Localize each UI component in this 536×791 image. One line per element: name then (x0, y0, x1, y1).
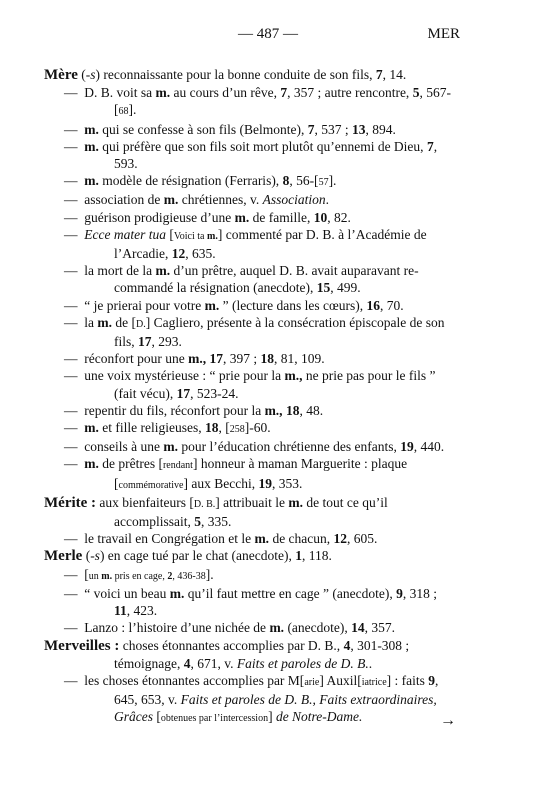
running-head: MER (427, 26, 460, 42)
entry-text: , 440. (413, 439, 445, 455)
entry-text: , 335. (200, 514, 232, 530)
entry-text: m. (169, 585, 185, 601)
entry-text: ] commenté par D. B. à l’Académie de l’Arcadie, (114, 226, 427, 262)
index-subentry (44, 566, 452, 585)
index-subentry (44, 138, 452, 172)
entry-text: Mérite : (44, 494, 97, 511)
entry-text: 4 (343, 637, 351, 653)
entry-text: 5 (194, 514, 201, 530)
entry-text: , 357 ; autre rencontre, (287, 85, 413, 101)
entry-text: , 82. (327, 209, 351, 225)
entry-text: , 14. (382, 67, 407, 82)
entry-text: , 81, 109. (273, 351, 325, 367)
entry-text: 57 (318, 177, 329, 189)
entry-text: ] aux Becchi, (183, 475, 259, 491)
entry-text: -s (90, 548, 100, 564)
index-subentry (44, 455, 452, 493)
entry-text: au cours d’un rêve, (170, 85, 281, 101)
entry-text: , 523-24. (190, 385, 239, 401)
entry-text: de Notre-Dame. (275, 709, 363, 725)
entry-text: ] (268, 709, 276, 725)
entry-text: Merveilles : (44, 637, 120, 654)
entry-text: 18 (260, 351, 274, 367)
entry-text: association de (84, 192, 164, 208)
entry-text: , 353. (271, 475, 303, 491)
entry-text: Association (262, 192, 326, 208)
entry-text: , 301-308 ; témoignage, (114, 637, 410, 671)
entry-text: m., (188, 351, 207, 367)
entry-text: Faits et paroles de D. B. (236, 655, 369, 671)
entry-text: m. (97, 314, 112, 330)
entry-text: m. (155, 85, 171, 101)
index-subentry (44, 402, 452, 419)
entry-text: 9 (396, 585, 403, 601)
entry-text: 18 (204, 420, 219, 436)
entry-text: de famille, (249, 209, 314, 225)
entry-text: -s (85, 67, 96, 82)
entry-text: guérison prodigieuse d’une (84, 209, 235, 225)
entry-text: Lanzo : l’histoire d’une nichée de (84, 620, 270, 636)
entry-text: Ecce mater tua (84, 226, 166, 242)
entry-text: m. (84, 138, 99, 154)
entry-text: m. (254, 531, 270, 547)
entry-text: Voici ta (173, 230, 207, 242)
index-entries (44, 66, 452, 728)
entry-text: 12 (333, 531, 348, 547)
entry-text: de chacun, (269, 531, 334, 547)
entry-text: , 70. (380, 297, 404, 313)
index-subentry (44, 314, 452, 350)
entry-text: 11 (114, 603, 127, 619)
index-subentry (44, 585, 452, 619)
entry-text: , 635. (185, 246, 216, 262)
entry-text: qu’il faut mettre en cage ” (anecdote), (184, 585, 397, 601)
index-entry (44, 547, 452, 565)
entry-text: Faits et paroles de D. B., Faits extraordinaires, Grâces (114, 692, 437, 725)
index-subentry (44, 438, 452, 455)
entry-text: qui se confesse à son fils (Belmonte), (98, 121, 308, 137)
entry-text: 13 (351, 121, 366, 137)
entry-text: 17 (176, 385, 191, 401)
entry-text: ]. (328, 173, 337, 189)
entry-text: , 671, v. (190, 655, 237, 671)
entry-text: , 118. (301, 548, 332, 564)
entry-text: 1 (295, 548, 302, 564)
entry-text: pris en cage, (112, 570, 168, 582)
entry-text: 7 (307, 121, 315, 137)
entry-text: repentir du fils, réconfort pour la (84, 402, 265, 418)
index-subentry (44, 191, 452, 208)
index-subentry (44, 367, 452, 401)
continuation-arrow-icon: → (440, 712, 456, 729)
entry-text: m. (204, 297, 220, 313)
entry-text: [ (153, 709, 161, 725)
entry-text: . (325, 192, 329, 208)
entry-text: 5 (412, 85, 420, 101)
entry-text: m. (84, 173, 99, 189)
entry-text: 7 (426, 138, 434, 154)
entry-text: D. B. (193, 498, 216, 510)
entry-text: m. (207, 230, 218, 242)
index-subentry (44, 619, 452, 636)
entry-text: 19 (258, 475, 272, 491)
entry-text: “ voici un beau (84, 585, 170, 601)
entry-text: . (368, 655, 373, 671)
index-entry (44, 637, 452, 672)
entry-text: ) en cage tué par le chat (anecdote), (99, 548, 296, 564)
index-subentry (44, 121, 452, 138)
entry-text: , [ (218, 420, 230, 436)
entry-text: , 318 ; (402, 585, 438, 601)
entry-text: , 423. (126, 603, 158, 619)
entry-text: ]-60. (244, 420, 271, 436)
entry-text: m. (163, 439, 178, 455)
entry-text: iatrice (361, 676, 387, 688)
entry-text: 2 (167, 570, 173, 582)
entry-text: 9 (428, 672, 436, 688)
entry-text: m. (288, 494, 304, 510)
index-subentry (44, 262, 452, 296)
entry-text: 10 (313, 209, 328, 225)
entry-text: modèle de résignation (Ferraris), (98, 173, 283, 189)
entry-text: ] honneur à maman Marguerite : plaque [ (114, 456, 408, 491)
entry-text: m. (84, 456, 99, 472)
entry-text: 8 (282, 173, 290, 189)
index-subentry (44, 672, 452, 728)
entry-text: 12 (171, 246, 186, 262)
page-header (0, 24, 536, 44)
entry-text: , 567-[ (114, 85, 451, 118)
entry-text: m., (284, 368, 303, 384)
entry-text: m. (234, 209, 250, 225)
entry-text: Mère (44, 67, 78, 83)
entry-text: , 436-38 (172, 570, 206, 582)
entry-text: commémorative (118, 479, 184, 491)
entry-text: ]. (205, 566, 214, 582)
entry-text: , 293. (151, 334, 182, 350)
index-subentry (44, 172, 452, 191)
entry-text: [ (165, 226, 174, 242)
entry-text: 17 (138, 334, 152, 350)
entry-text: pour l’éducation chrétienne des enfants, (177, 439, 401, 455)
entry-text: m., (264, 402, 283, 418)
entry-text: 18 (285, 402, 300, 418)
entry-text: rendant (162, 460, 193, 472)
entry-text: , 499. (330, 280, 361, 296)
entry-text: de [ (112, 314, 136, 330)
index-subentry (44, 350, 452, 367)
entry-text: 15 (316, 280, 331, 296)
entry-text: D. B. voit sa (84, 85, 156, 101)
entry-text: réconfort pour une (84, 351, 189, 367)
entry-text: les choses étonnantes accomplies par M[ (84, 672, 305, 688)
entry-text: ]. (128, 102, 137, 118)
entry-text: choses étonnantes accomplies par D. B., (119, 637, 344, 653)
entry-text: m. (269, 620, 285, 636)
entry-text: qui préfère que son fils soit mort plutôt qu’ennemi de Dieu, (98, 138, 427, 154)
index-subentry (44, 226, 452, 262)
entry-text: obtenues par l’intercession (160, 713, 269, 725)
page-number: — 487 — (238, 26, 298, 42)
entry-text: ] attribuait le (215, 494, 289, 510)
entry-text: D. (136, 318, 146, 330)
entry-text: , 56-[ (289, 173, 319, 189)
index-entry (44, 66, 452, 84)
entry-text: ] Auxil[ (319, 672, 362, 688)
entry-text: arie (304, 676, 320, 688)
index-subentry (44, 419, 452, 438)
entry-text: , 48. (299, 402, 324, 418)
entry-text: 4 (183, 655, 191, 671)
entry-text: ne prie pas pour le fils ” (fait vécu), (114, 368, 436, 401)
entry-text: ( (82, 548, 91, 564)
entry-text: la (84, 314, 98, 330)
entry-text: ] : faits (386, 672, 429, 688)
index-subentry (44, 84, 452, 120)
entry-text: chrétiennes, v. (178, 192, 263, 208)
entry-text: aux bienfaiteurs [ (96, 494, 194, 510)
entry-text: , 537 ; (314, 121, 352, 137)
entry-text: m. (84, 121, 99, 137)
entry-text: m. (163, 192, 179, 208)
entry-text: (anecdote), (284, 620, 352, 636)
entry-text: un (88, 570, 102, 582)
entry-text: , 593. (114, 138, 438, 172)
entry-text: Merle (44, 548, 83, 565)
entry-text: ] Cagliero, présente à la consécration épiscopale de son fils, (114, 314, 445, 350)
entry-text: 14 (351, 620, 365, 636)
entry-text: , 605. (347, 531, 378, 547)
entry-text: , 397 ; (222, 351, 261, 367)
entry-text: la mort de la (84, 263, 156, 279)
index-entry (44, 494, 452, 530)
index-subentry (44, 530, 452, 547)
entry-text: 19 (400, 439, 414, 455)
entry-text: le travail en Congrégation et le (84, 531, 255, 547)
entry-text: , 894. (365, 121, 396, 137)
entry-text: , 645, 653, v. (114, 672, 439, 708)
entry-text: ) reconnaissante pour la bonne conduite de son fils, (95, 67, 376, 82)
entry-text: 258 (229, 424, 245, 436)
entry-text: 17 (209, 351, 223, 367)
entry-text: [ (84, 566, 89, 582)
index-subentry (44, 297, 452, 314)
entry-text: ” (lecture dans les cœurs), (219, 297, 367, 313)
entry-text: 7 (375, 67, 383, 82)
entry-text: m. (101, 570, 113, 582)
index-subentry (44, 209, 452, 226)
entry-text: de tout ce qu’il accomplissait, (114, 494, 388, 530)
entry-text: m. (155, 263, 171, 279)
entry-text: et fille religieuses, (98, 420, 205, 436)
entry-text: de prêtres [ (98, 456, 163, 472)
entry-text: une voix mystérieuse : “ prie pour la (84, 368, 285, 384)
entry-text: 68 (118, 106, 129, 118)
entry-text: 16 (366, 297, 381, 313)
entry-text: ( (77, 67, 86, 82)
entry-text: “ je prierai pour votre (84, 297, 205, 313)
entry-text: , 357. (364, 620, 396, 636)
entry-text: m. (84, 420, 99, 436)
entry-text: 7 (280, 85, 288, 101)
entry-text: d’un prêtre, auquel D. B. avait auparavant recommandé la résignation (anecdote), (114, 263, 419, 296)
entry-text: conseils à une (84, 439, 164, 455)
